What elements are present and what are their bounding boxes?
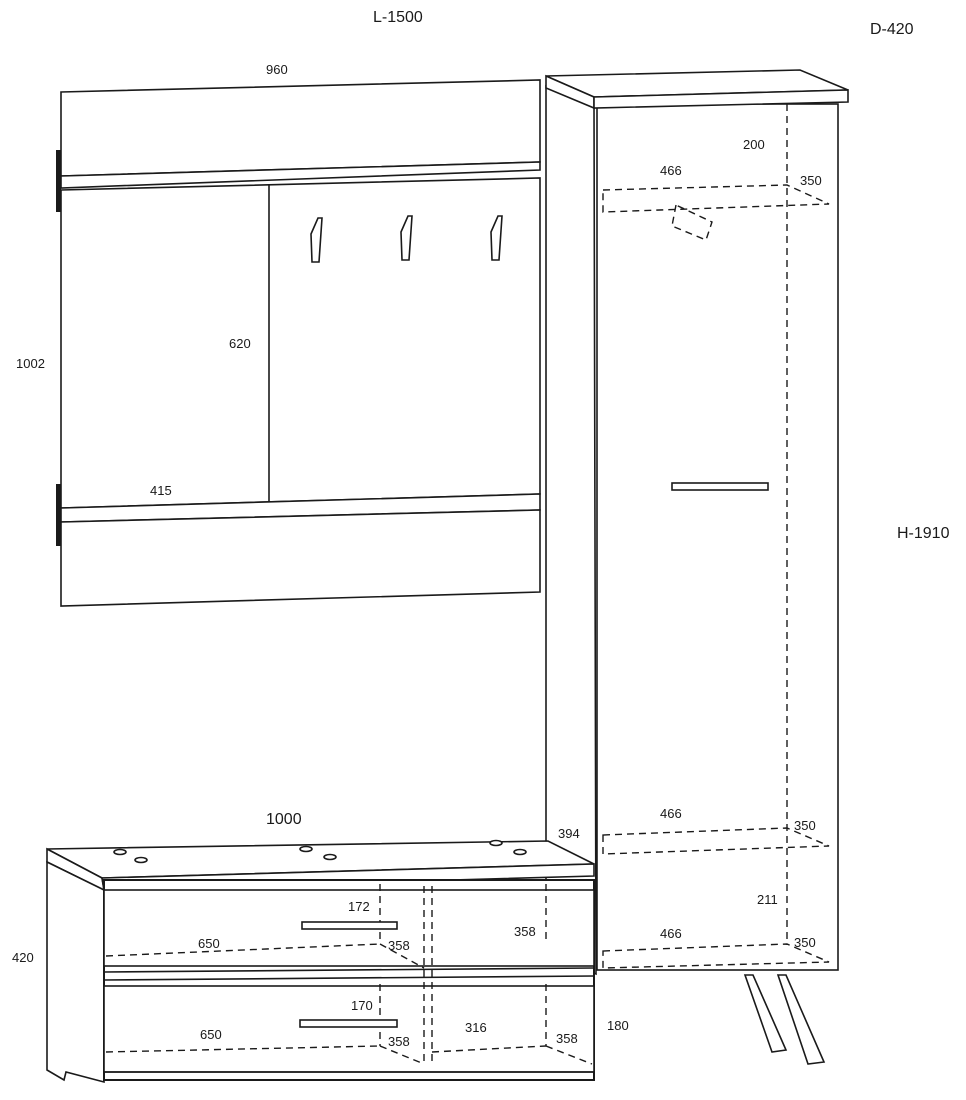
dim-overall-length: L-1500 xyxy=(373,9,423,26)
bench-handle-bottom xyxy=(300,1020,397,1027)
dim-shelf-mid-width: 466 xyxy=(660,806,682,821)
dim-door-height: 620 xyxy=(229,336,251,351)
wardrobe-handle xyxy=(672,483,768,490)
dim-leg-height: 180 xyxy=(607,1018,629,1033)
dim-shelf-mid-depth: 350 xyxy=(794,818,816,833)
dim-panel-width: 960 xyxy=(266,62,288,77)
wardrobe-front xyxy=(597,104,838,970)
dim-bench-height: 420 xyxy=(12,950,34,965)
dim-top-gap: 200 xyxy=(743,137,765,152)
panel-top-box xyxy=(61,80,540,176)
drawer-bottom xyxy=(104,986,594,1072)
panel-middle-board xyxy=(61,178,540,508)
dim-body-depth: 394 xyxy=(558,826,580,841)
dim-right-bottom-width: 316 xyxy=(465,1020,487,1035)
dim-overall-depth: D-420 xyxy=(870,21,914,38)
panel-bottom-box xyxy=(61,510,540,606)
dim-drawer-bottom-depth: 358 xyxy=(388,1034,410,1049)
dim-bottom-depth: 350 xyxy=(794,935,816,950)
dim-right-bottom-depth: 358 xyxy=(556,1031,578,1046)
wall-panel xyxy=(56,80,540,606)
dim-overall-height: H-1910 xyxy=(897,525,950,542)
bench-side xyxy=(47,862,104,1082)
dim-shelf-top-width: 466 xyxy=(660,163,682,178)
dim-drawer-top-depth: 358 xyxy=(388,938,410,953)
wardrobe-leg-left xyxy=(745,975,786,1052)
bench-handle-top xyxy=(302,922,397,929)
dim-panel-height: 1002 xyxy=(16,356,45,371)
dim-drawer-top-height: 172 xyxy=(348,899,370,914)
dim-bench-width: 1000 xyxy=(266,811,302,828)
dim-shelf-top-depth: 350 xyxy=(800,173,822,188)
dim-bottom-gap: 211 xyxy=(757,892,778,907)
dim-drawer-top-width: 650 xyxy=(198,936,220,951)
dim-door-width: 415 xyxy=(150,483,172,498)
dim-drawer-bottom-height: 170 xyxy=(351,998,373,1013)
shoe-bench xyxy=(47,841,594,1083)
dim-right-top-height: 358 xyxy=(514,924,536,939)
dim-drawer-bottom-width: 650 xyxy=(200,1027,222,1042)
dim-bottom-width: 466 xyxy=(660,926,682,941)
